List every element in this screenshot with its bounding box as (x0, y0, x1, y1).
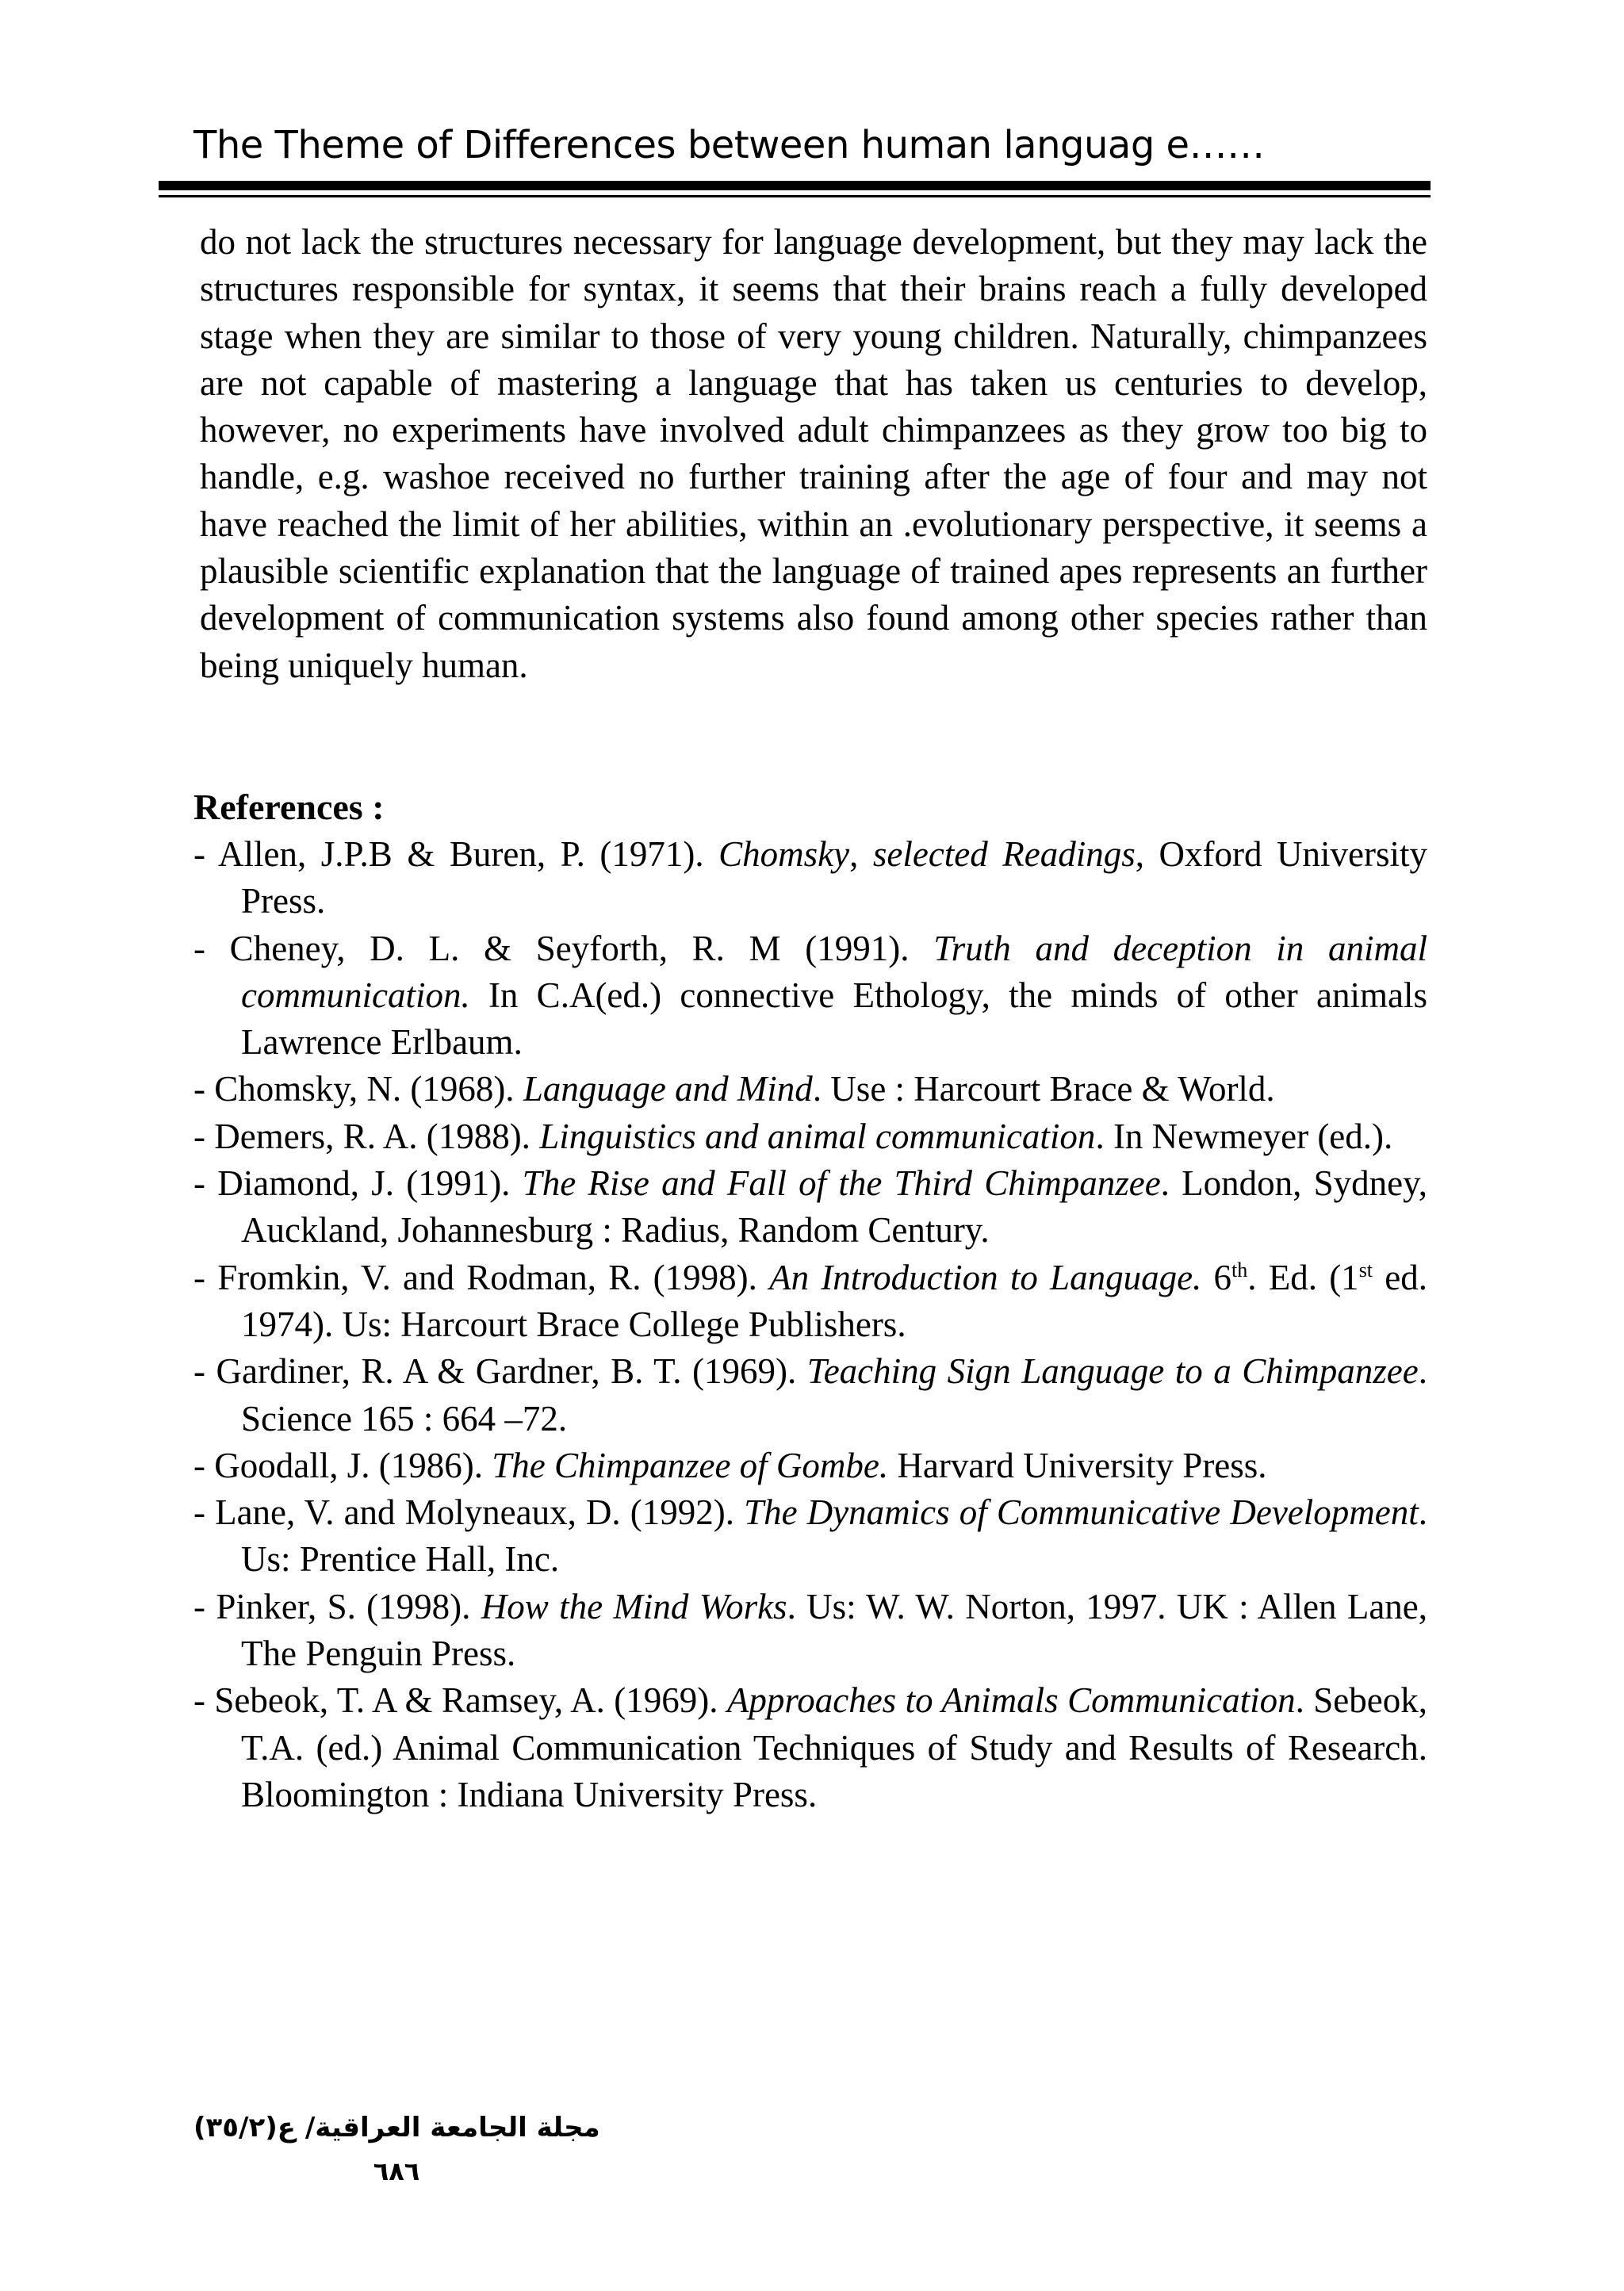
reference-text: - Chomsky, N. (1968). (193, 1069, 523, 1109)
reference-text: . In Newmeyer (ed.). (1095, 1116, 1393, 1156)
reference-title: Linguistics and animal communication (539, 1116, 1096, 1156)
reference-text: . Use : Harcourt Brace & World. (812, 1069, 1275, 1109)
reference-text: - Pinker, S. (1998). (193, 1586, 481, 1626)
reference-title: Chomsky (718, 834, 850, 874)
reference-text: . Sebeok, T.A. (ed.) Animal Communication Techniques of Study and Results of Research. Bloomington : Indiana University Press. (241, 1680, 1427, 1814)
reference-item (193, 1255, 1427, 1349)
reference-text: - Goodall, J. (1986). (193, 1445, 492, 1485)
reference-title: The Chimpanzee of Gombe. (492, 1445, 889, 1485)
superscript: st (1358, 1258, 1373, 1282)
reference-text: . Us: W. W. Norton, 1997. UK : Allen Lane, The Penguin Press. (241, 1586, 1428, 1674)
reference-text: . Science 165 : 664 –72. (241, 1351, 1427, 1439)
reference-text: - Fromkin, V. and Rodman, R. (1998). (193, 1257, 770, 1297)
reference-text: - Diamond, J. (1991). (193, 1163, 523, 1204)
body-paragraph: do not lack the structures necessary for language development, but they may lack the structures responsible for syntax, it seems that their brains reach a fully developed stage when they are similar to those of very young children. Naturally, chimpanzees are not capable of mastering a language that has taken us centuries to develop, however, no experiments have involved adult chimpanzees as they grow too big to handle, e.g. washoe received no further training after the age of four and may not have reached the limit of her abilities, within an .evolutionary perspective, it seems a plausible scientific explanation that the language of trained apes represents an further development of communication systems also found among other species rather than being uniquely human. (200, 222, 1427, 685)
reference-title: The Rise and Fall of the Third Chimpanzee (522, 1163, 1161, 1204)
reference-text: - Sebeok, T. A & Ramsey, A. (1969). (193, 1680, 727, 1721)
running-title: The Theme of Differences between human languag e…… (193, 123, 1265, 167)
reference-title: selected Readings (872, 834, 1136, 874)
reference-item (193, 1489, 1427, 1584)
reference-item (193, 1442, 1427, 1489)
reference-text: Harvard University Press. (888, 1445, 1267, 1485)
references-heading: References : (193, 787, 385, 827)
reference-title: Approaches to Animals Communication (726, 1680, 1296, 1721)
reference-item (193, 1677, 1427, 1818)
reference-text: - Gardiner, R. A & Gardner, B. T. (1969). (193, 1351, 807, 1392)
reference-text: - Demers, R. A. (1988). (193, 1116, 540, 1156)
reference-item (193, 1160, 1427, 1255)
reference-title: The Dynamics of Communicative Development (744, 1492, 1419, 1533)
footer-journal-name: مجلة الجامعة العراقية/ ع(٣٥/٢) (193, 2112, 600, 2144)
reference-text: 6 (1201, 1257, 1232, 1297)
body-text (200, 219, 1427, 689)
reference-text: ed. 1974). Us: Harcourt Brace College Publishers. (241, 1257, 1427, 1344)
reference-text: - Lane, V. and Molyneaux, D. (1992). (193, 1492, 745, 1533)
reference-title: How the Mind Works (481, 1586, 787, 1626)
reference-text: In C.A(ed.) connective Ethology, the minds of other animals Lawrence Erlbaum. (241, 975, 1427, 1063)
reference-text: . Us: Prentice Hall, Inc. (241, 1492, 1427, 1580)
reference-text: , (849, 834, 873, 874)
header-rule-thin (159, 195, 1431, 197)
reference-title: Teaching Sign Language to a Chimpanzee (806, 1351, 1419, 1392)
reference-text: . Ed. (1 (1247, 1257, 1359, 1297)
reference-text: . London, Sydney, Auckland, Johannesburg : Radius, Random Century. (241, 1163, 1427, 1251)
reference-title: An Introduction to Language. (769, 1257, 1202, 1297)
header-rule-thick (159, 181, 1431, 190)
reference-item (193, 1584, 1427, 1678)
superscript: th (1231, 1258, 1248, 1282)
reference-title: Language and Mind (523, 1069, 813, 1109)
reference-item (193, 1066, 1427, 1113)
reference-text: - Allen, J.P.B & Buren, P. (1971). (193, 834, 719, 874)
reference-item (193, 1113, 1427, 1160)
reference-text: - Cheney, D. L. & Seyforth, R. M (1991). (193, 928, 934, 968)
reference-title: Truth and deception in animal communication. (241, 928, 1427, 1015)
reference-item (193, 1348, 1427, 1442)
reference-item (193, 925, 1427, 1067)
reference-list (193, 831, 1427, 1818)
reference-text: , Oxford University Press. (241, 834, 1428, 921)
page-number: ٦٨٦ (373, 2156, 420, 2186)
reference-item (193, 831, 1427, 925)
